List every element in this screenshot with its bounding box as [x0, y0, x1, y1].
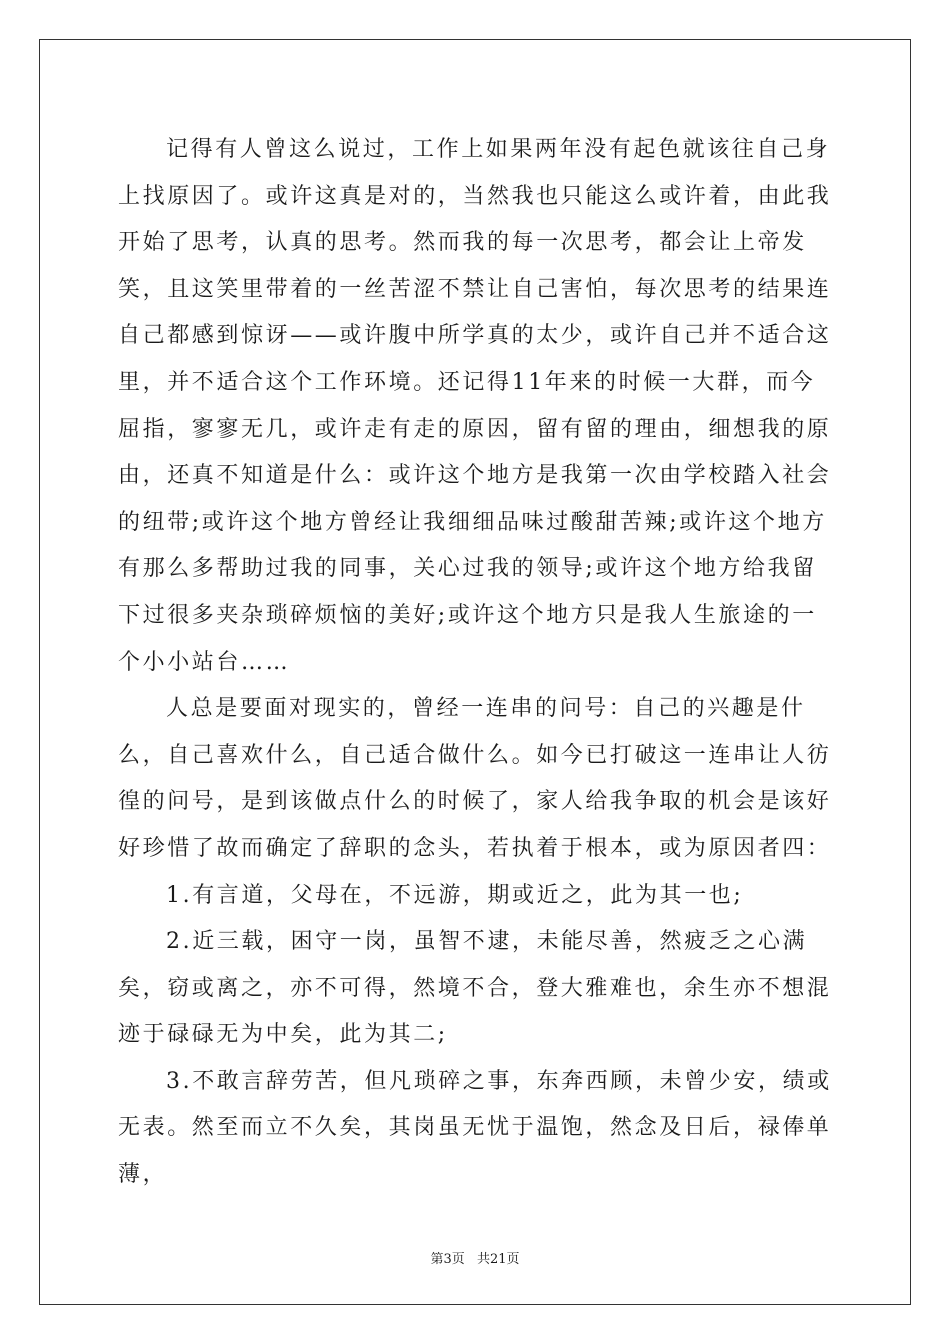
paragraph-1: 记得有人曾这么说过，工作上如果两年没有起色就该往自己身上找原因了。或许这真是对的，当然我也只能这么或许着，由此我开始了思考，认真的思考。然而我的每一次思考，都会让上帝发笑，且这笑里带着的一丝苦涩不禁让自己害怕，每次思考的结果连自己都感到惊讶——或许腹中所学真的太少，或许自己并不适合这里，并不适合这个工作环境。还记得11年来的时候一大群，而今屈指，寥寥无几，或许走有走的原因，留有留的理由，细想我的原由，还真不知道是什么：或许这个地方是我第一次由学校踏入社会的纽带;或许这个地方曾经让我细细品味过酸甜苦辣;或许这个地方有那么多帮助过我的同事，关心过我的领导;或许这个地方给我留下过很多夹杂琐碎烦恼的美好;或许这个地方只是我人生旅途的一个小小站台…… — [118, 137, 832, 675]
paragraph-4: 2.近三载，困守一岗，虽智不逮，未能尽善，然疲乏之心满矣，窃或离之，亦不可得，然境不合，登大雅难也，余生亦不想混迹于碌碌无为中矣，此为其二; — [118, 929, 832, 1048]
total-pages: 共21页 — [476, 1252, 520, 1267]
paragraph-2: 人总是要面对现实的，曾经一连串的问号：自己的兴趣是什么，自己喜欢什么，自己适合做什么。如今已打破这一连串让人彷徨的问号，是到该做点什么的时候了，家人给我争取的机会是该好好珍惜了故而确定了辞职的念头，若执着于根本，或为原因者四： — [118, 696, 832, 861]
document-body — [118, 127, 838, 1199]
page-number: 第3页 — [430, 1252, 465, 1267]
page-footer — [0, 1248, 950, 1267]
paragraph-5: 3.不敢言辞劳苦，但凡琐碎之事，东奔西顾，未曾少安，绩或无表。然至而立不久矣，其岗虽无忧于温饱，然念及日后，禄俸单薄， — [118, 1068, 832, 1188]
paragraph-3: 1.有言道，父母在，不远游，期或近之，此为其一也; — [166, 882, 744, 908]
